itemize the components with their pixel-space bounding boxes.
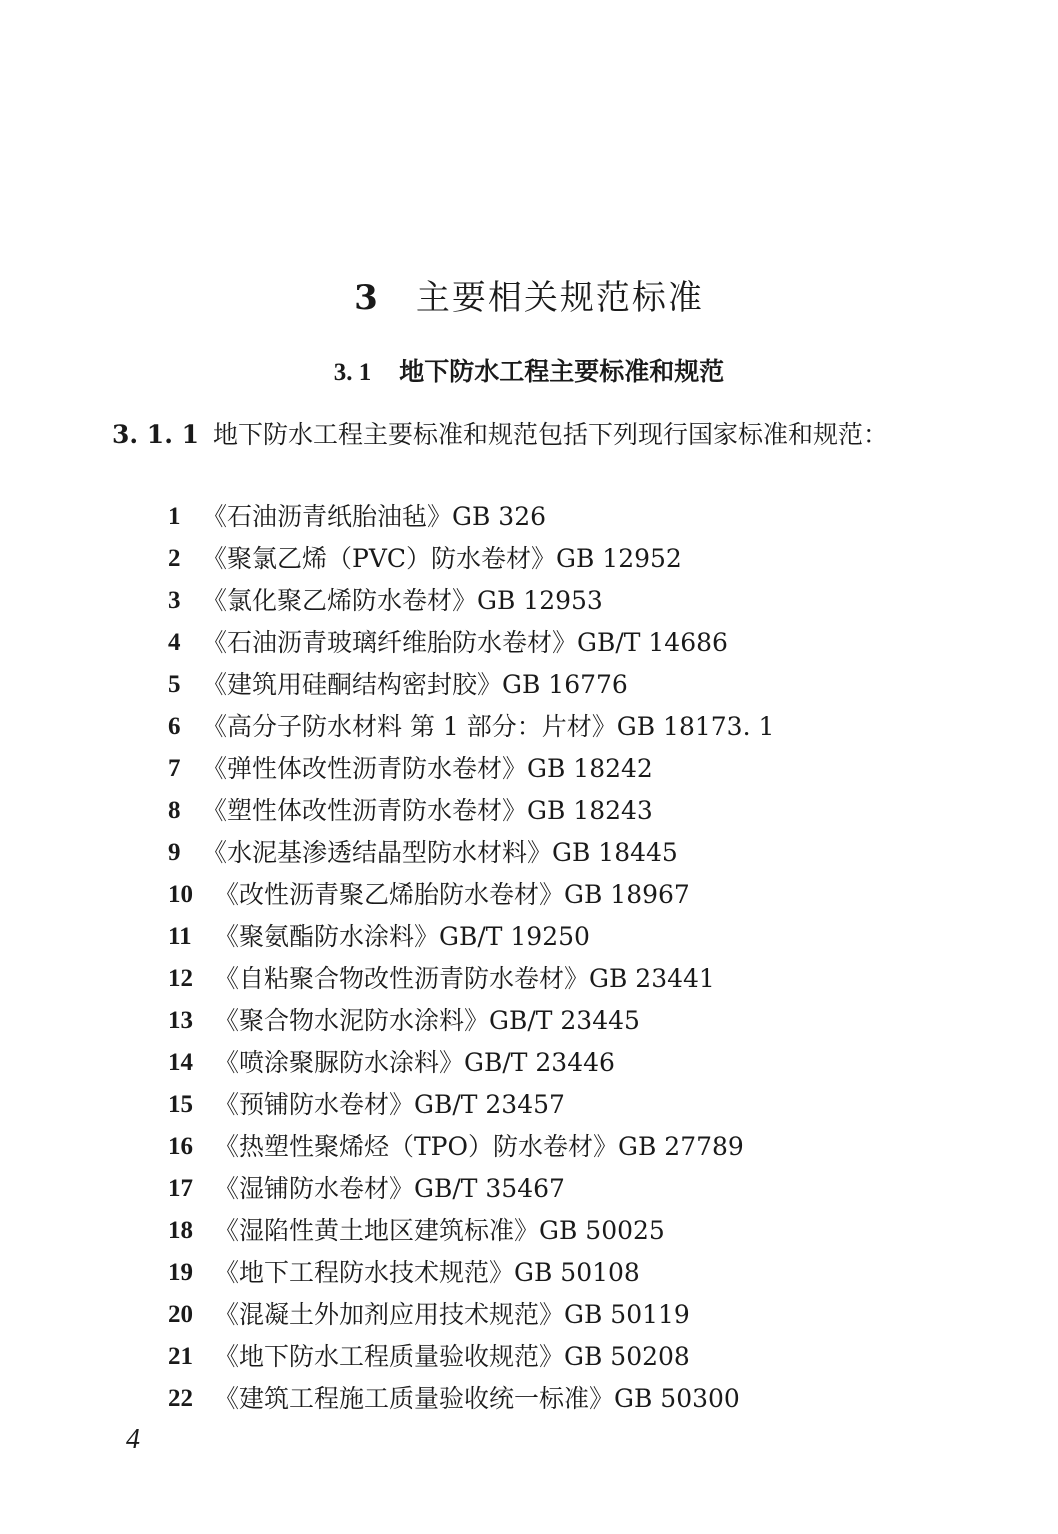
page-number: 4 [126, 1424, 140, 1455]
list-item-number: 1 [168, 503, 181, 530]
list-item-text: 《聚合物水泥防水涂料》GB/T 23445 [214, 1006, 640, 1035]
list-item-number: 9 [168, 839, 181, 866]
list-item-number: 18 [168, 1217, 193, 1244]
section-title-text: 地下防水工程主要标准和规范 [399, 357, 725, 386]
list-item-text: 《塑性体改性沥青防水卷材》GB 18243 [202, 796, 653, 825]
list-item-number: 21 [168, 1343, 193, 1370]
clause-text: 地下防水工程主要标准和规范包括下列现行国家标准和规范： [213, 420, 889, 449]
section-title [0, 352, 1058, 388]
list-item-text: 《氯化聚乙烯防水卷材》GB 12953 [202, 586, 603, 615]
list-item-text: 《建筑工程施工质量验收统一标准》GB 50300 [214, 1384, 740, 1413]
list-item-text: 《弹性体改性沥青防水卷材》GB 18242 [202, 754, 653, 783]
list-item-text: 《混凝土外加剂应用技术规范》GB 50119 [214, 1300, 690, 1329]
list-item-text: 《改性沥青聚乙烯胎防水卷材》GB 18967 [214, 880, 690, 909]
clause-paragraph [112, 414, 912, 456]
list-item-text: 《水泥基渗透结晶型防水材料》GB 18445 [202, 838, 678, 867]
list-item-number: 4 [168, 629, 181, 656]
list-item-number: 19 [168, 1259, 193, 1286]
chapter-title-text: 主要相关规范标准 [415, 278, 704, 318]
clause-number: 3. 1. 1 [112, 420, 199, 449]
list-item-text: 《湿铺防水卷材》GB/T 35467 [214, 1174, 565, 1203]
chapter-number: 3 [354, 278, 380, 318]
list-item-text: 《聚氨酯防水涂料》GB/T 19250 [214, 922, 590, 951]
list-item-number: 15 [168, 1091, 193, 1118]
list-item-number: 2 [168, 545, 181, 572]
list-item-number: 22 [168, 1385, 193, 1412]
list-item-text: 《高分子防水材料 第 1 部分：片材》GB 18173. 1 [202, 712, 775, 741]
list-item-number: 12 [168, 965, 193, 992]
list-item-number: 7 [168, 755, 181, 782]
list-item-text: 《石油沥青纸胎油毡》GB 326 [202, 502, 547, 531]
list-item-number: 16 [168, 1133, 193, 1160]
list-item-number: 6 [168, 713, 181, 740]
list-item-number: 13 [168, 1007, 193, 1034]
list-item-text: 《地下防水工程质量验收规范》GB 50208 [214, 1342, 690, 1371]
list-item-number: 3 [168, 587, 181, 614]
list-item-number: 8 [168, 797, 181, 824]
list-item-text: 《地下工程防水技术规范》GB 50108 [214, 1258, 640, 1287]
list-item-text: 《自粘聚合物改性沥青防水卷材》GB 23441 [214, 964, 715, 993]
list-item-number: 11 [168, 923, 192, 950]
list-item-number: 17 [168, 1175, 193, 1202]
list-item-text: 《石油沥青玻璃纤维胎防水卷材》GB/T 14686 [202, 628, 728, 657]
list-item-number: 10 [168, 881, 193, 908]
list-item-text: 《预铺防水卷材》GB/T 23457 [214, 1090, 565, 1119]
chapter-title [0, 270, 1058, 319]
list-item-text: 《喷涂聚脲防水涂料》GB/T 23446 [214, 1048, 615, 1077]
list-item-text: 《湿陷性黄土地区建筑标准》GB 50025 [214, 1216, 665, 1245]
list-item-number: 20 [168, 1301, 193, 1328]
list-item-text: 《热塑性聚烯烃（TPO）防水卷材》GB 27789 [214, 1132, 744, 1161]
section-number: 3. 1 [333, 359, 372, 386]
list-item-text: 《建筑用硅酮结构密封胶》GB 16776 [202, 670, 628, 699]
list-item-number: 14 [168, 1049, 193, 1076]
list-item-number: 5 [168, 671, 181, 698]
list-item-text: 《聚氯乙烯（PVC）防水卷材》GB 12952 [202, 544, 682, 573]
